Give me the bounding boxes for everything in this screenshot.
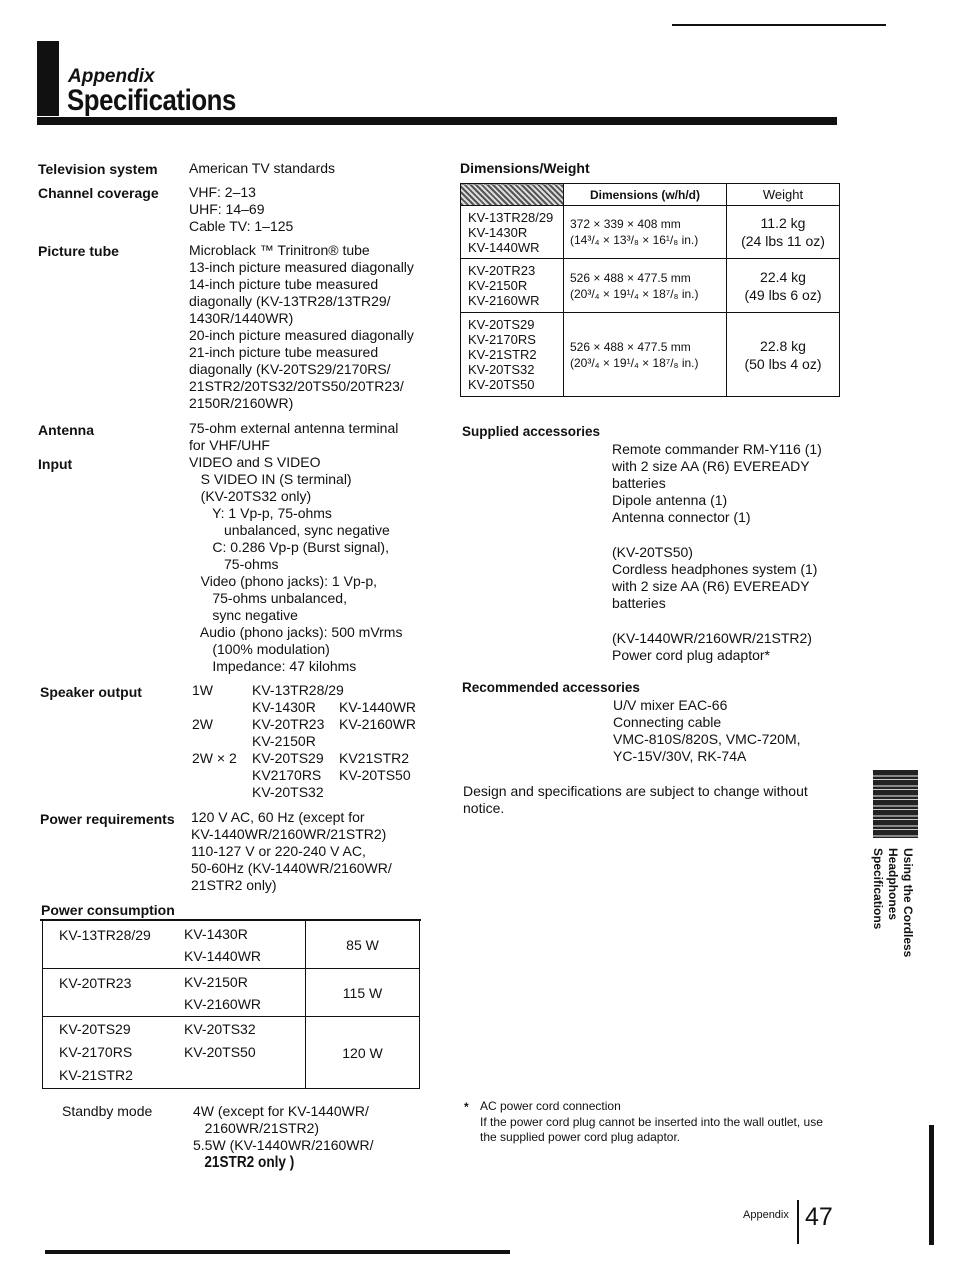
standby-label: Standby mode	[62, 1103, 153, 1119]
speaker-row: 1W KV-13TR28/29	[192, 682, 344, 698]
header-bar	[37, 41, 59, 116]
notice-text: Design and specifications are subject to change without notice.	[463, 783, 808, 816]
table-row: KV-20TR23 KV-2150R KV-2160WR 115 W	[43, 969, 420, 1017]
header-rule	[37, 117, 837, 125]
table-row: KV-20TS29 KV-2170RS KV-21STR2 KV-20TS32 KV-20TS50 120 W	[43, 1017, 420, 1089]
supplied-group-2: (KV-20TS50) Cordless headphones system (1) with 2 size AA (R6) EVEREADY batteries	[612, 544, 818, 611]
footer-divider	[797, 1200, 799, 1244]
footer-section: Appendix	[743, 1209, 789, 1221]
picture-label: Picture tube	[38, 243, 119, 259]
table-row: KV-20TS29 KV-2170RS KV-21STR2 KV-20TS32 KV-20TS50 526 × 488 × 477.5 mm (20³/₄ × 19¹/₄ × 18⁷/₈ in.) 22.8 kg (50 lbs 4 oz)	[461, 313, 840, 397]
power-cons-label: Power consumption	[41, 902, 175, 918]
page-title: Specifications	[67, 84, 236, 117]
standby-value: 4W (except for KV-1440WR/ 2160WR/21STR2) 5.5W (KV-1440WR/2160WR/ 21STR2 only )	[193, 1103, 374, 1171]
table-row: Dimensions (w/h/d) Weight	[461, 184, 840, 206]
table-row: KV-13TR28/29 KV-1430R KV-1440WR 85 W	[43, 921, 420, 969]
side-tab-text: Using the Cordless Headphones Specifications	[871, 848, 915, 958]
antenna-label: Antenna	[38, 422, 94, 438]
supplied-label: Supplied accessories	[462, 424, 601, 439]
page-number: 47	[805, 1203, 833, 1231]
recommended-label: Recommended accessories	[462, 680, 640, 695]
dimensions-table	[460, 183, 840, 397]
footnote: AC power cord connection If the power cord plug cannot be inserted into the wall outlet, use the supplied power cord plug adaptor.	[480, 1099, 823, 1144]
dimensions-label: Dimensions/Weight	[460, 160, 590, 176]
speaker-row: 2W KV-20TR23 KV-2160WR	[192, 716, 417, 732]
side-tab-graphic	[873, 770, 918, 838]
tv-system-label: Television system	[38, 161, 158, 177]
speaker-row: KV-1430R KV-1440WR	[252, 699, 417, 715]
recommended-value: U/V mixer EAC-66 Connecting cable VMC-810S/820S, VMC-720M, YC-15V/30V, RK-74A	[613, 697, 801, 764]
input-label: Input	[38, 456, 73, 472]
power-req-label: Power requirements	[40, 811, 175, 827]
footnote-star: *	[464, 1100, 469, 1114]
header-blank-cell	[461, 184, 564, 206]
footnote-title: AC power cord connection	[480, 1099, 621, 1113]
power-req-value: 120 V AC, 60 Hz (except for KV-1440WR/2160WR/21STR2) 110-127 V or 220-240 V AC, 50-60Hz (KV-1440WR/2160WR/ 21STR2 only)	[191, 809, 392, 893]
speaker-row: KV-20TS32	[252, 784, 324, 800]
tv-system-value: American TV standards	[189, 160, 336, 176]
section-label: Appendix	[68, 66, 155, 87]
top-rule	[672, 24, 886, 26]
speaker-row: KV2170RS KV-20TS50	[252, 767, 411, 783]
channel-label: Channel coverage	[38, 185, 159, 201]
supplied-group-3: (KV-1440WR/2160WR/21STR2) Power cord plug adaptor*	[612, 630, 812, 663]
supplied-group-1: Remote commander RM-Y116 (1) with 2 size AA (R6) EVEREADY batteries Dipole antenna (1) Antenna connector (1)	[612, 441, 822, 525]
speaker-row: 2W × 2 KV-20TS29 KV21STR2	[192, 750, 410, 766]
speaker-row: KV-2150R	[252, 733, 316, 749]
channel-value: VHF: 2–13 UHF: 14–69 Cable TV: 1–125	[189, 184, 294, 234]
bottom-rule	[45, 1250, 510, 1254]
table-row: KV-20TR23 KV-2150R KV-2160WR 526 × 488 × 477.5 mm (20³/₄ × 19¹/₄ × 18⁷/₈ in.) 22.4 kg (49 lbs 6 oz)	[461, 259, 840, 313]
speaker-table	[192, 682, 432, 801]
speaker-label: Speaker output	[40, 684, 142, 700]
antenna-value: 75-ohm external antenna terminal for VHF/UHF	[189, 420, 399, 453]
input-value: VIDEO and S VIDEO S VIDEO IN (S terminal) (KV-20TS32 only) Y: 1 Vp-p, 75-ohms unbalanced, sync negative C: 0.286 Vp-p (Burst signal), 75-ohms Video (phono jacks): 1 Vp-p, 75-ohms unbalanced, sync negative Audio (phono jacks): 500 mVrms (100% modulation) Impedance: 47 kilohms	[189, 454, 403, 674]
right-edge-bar	[929, 1125, 934, 1245]
table-row: KV-13TR28/29 KV-1430R KV-1440WR 372 × 339 × 408 mm (14³/₄ × 13³/₈ × 16¹/₈ in.) 11.2 kg (24 lbs 11 oz)	[461, 206, 840, 259]
power-consumption-table	[42, 921, 420, 1089]
picture-value: Microblack ™ Trinitron® tube 13-inch picture measured diagonally 14-inch picture tube measured diagonally (KV-13TR28/13TR29/ 1430R/1440WR) 20-inch picture measured diagonally 21-inch picture tube measured diagonally (KV-20TS29/2170RS/ 21STR2/20TS32/20TS50/20TR23/ 2150R/2160WR)	[189, 242, 414, 411]
